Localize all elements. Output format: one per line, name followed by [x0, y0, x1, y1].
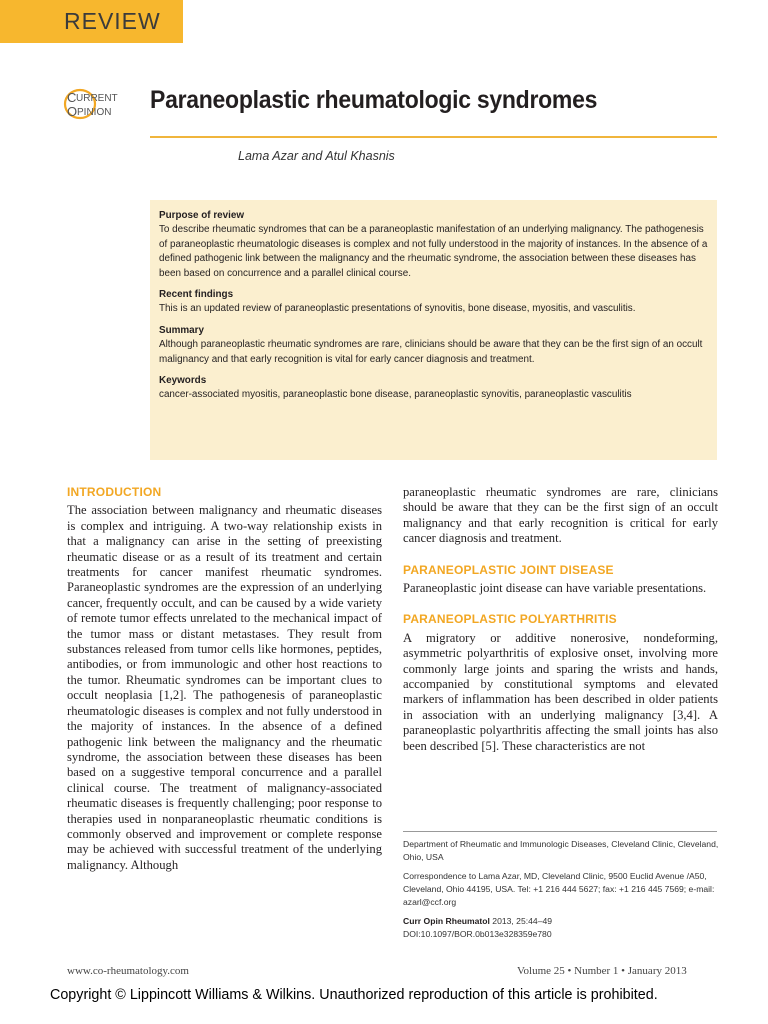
affiliation-department: Department of Rheumatic and Immunologic Diseases, Cleveland Clinic, Cleveland, Ohio, USA — [403, 839, 719, 862]
joint-disease-text: Paraneoplastic joint disease can have variable presentations. — [403, 581, 707, 596]
affiliation-divider — [403, 831, 717, 832]
purpose-text: To describe rheumatic syndromes that can be a paraneoplastic manifestation of an underlying malignancy. The pathogenesis of paraneoplastic rheumatologic diseases is complex and not fully understood in the majority of instances. In the absence of a defined pathogenic link between the malignancy and the rheumatic syndrome, the association between these diseases has been based on concurrence and a parallel clinical course. — [159, 224, 708, 279]
logo-initial-o: O — [67, 104, 78, 119]
affiliation-citation — [403, 915, 719, 928]
current-opinion-logo — [62, 87, 130, 121]
affiliation-doi: DOI:10.1097/BOR.0b013e328359e780 — [403, 929, 552, 939]
citation-details: 2013, 25:44–49 — [489, 916, 553, 926]
right-column — [403, 485, 718, 754]
abstract-purpose — [159, 209, 708, 281]
logo-initial-c: C — [67, 90, 77, 105]
article-title: Paraneoplastic rheumatologic syndromes — [150, 86, 598, 114]
journal-name: Curr Opin Rheumatol — [403, 916, 490, 926]
keywords-heading: Keywords — [159, 375, 207, 387]
introduction-heading: INTRODUCTION — [67, 485, 162, 499]
abstract-summary — [159, 324, 708, 367]
abstract-recent — [159, 288, 708, 317]
affiliation-correspondence: Correspondence to Lama Azar, MD, Cleveland Clinic, 9500 Euclid Avenue /A50, Cleveland, Ohio 44195, USA. Tel: +1 216 444 5627; fax: +1 216 445 7569; e-mail: azarl@ccf.org — [403, 871, 715, 907]
left-column — [67, 485, 382, 873]
affiliation-block — [403, 838, 719, 947]
title-divider — [150, 136, 717, 138]
summary-heading: Summary — [159, 324, 205, 336]
introduction-continued: paraneoplastic rheumatic syndromes are rare, clinicians should be aware that they can be the first sign of an occult malignancy and that early recognition is critical for early cancer diagnosis and treatment. — [403, 485, 718, 546]
polyarthritis-text: A migratory or additive nonerosive, nondeforming, asymmetric polyarthritis of explosive onset, involving more commonly large joints and sparing the wrists and hands, accompanied by constitutional symptoms and elevated markers of inflammation has been described in older patients in association with an underlying malignancy [3,4]. A paraneoplastic polyarthritis affecting the small joints has also been described [5]. These characteristics are not — [403, 630, 718, 753]
review-label: REVIEW — [64, 8, 161, 34]
purpose-heading: Purpose of review — [159, 210, 245, 221]
abstract-box — [150, 200, 717, 460]
copyright-notice: Copyright © Lippincott Williams & Wilkins. Unauthorized reproduction of this article is prohibited. — [50, 986, 658, 1003]
polyarthritis-heading: PARANEOPLASTIC POLYARTHRITIS — [403, 612, 617, 627]
review-tab — [0, 0, 183, 43]
recent-heading: Recent findings — [159, 289, 234, 301]
keywords-text: cancer-associated myositis, paraneoplastic bone disease, paraneoplastic synovitis, paraneoplastic vasculitis — [159, 389, 632, 401]
logo-line1: URRENT — [76, 93, 118, 104]
footer-url[interactable]: www.co-rheumatology.com — [67, 965, 189, 977]
summary-text: Although paraneoplastic rheumatic syndromes are rare, clinicians should be aware that they can be the first sign of an occult malignancy and that early recognition is vital for early cancer diagnosis and treatment. — [159, 339, 703, 365]
article-authors: Lama Azar and Atul Khasnis — [238, 149, 395, 163]
recent-text: This is an updated review of paraneoplastic presentations of synovitis, bone disease, myositis, and vasculitis. — [159, 303, 636, 315]
logo-line2: PINION — [77, 107, 112, 118]
abstract-keywords — [159, 374, 708, 403]
joint-disease-heading: PARANEOPLASTIC JOINT DISEASE — [403, 562, 614, 577]
introduction-text: The association between malignancy and rheumatic diseases is complex and intriguing. A two-way relationship exists in that a malignancy can arise in the setting of preexisting rheumatic disease or as a result of its treatment and certain treatments for cancer manifest rheumatic syndromes. Paraneoplastic syndromes are the expression of an underlying cancer, frequently occult, and can be caused by a wide variety of remote tumor effects unrelated to the mechanical impact of the tumor mass or distant metastases. They result from substances released from tumor cells like hormones, peptides, antibodies, or from immunologic and other host reactions to the tumor. Rheumatic syndromes can be important clues to occult neoplasia [1,2]. The pathogenesis of paraneoplastic rheumatologic diseases is complex and not fully understood in the majority of instances. In the absence of a defined pathogenic link between the malignancy and the rheumatic syndrome, the association between these diseases has been based on a suggestive temporal concurrence and a parallel clinical course. The treatment of malignancy-associated rheumatic diseases is frequently challenging; poor response to therapies used in nonparaneoplastic rheumatic conditions is commonly observed and improvement or complete response may be achieved with successful treatment of the underlying malignancy. Although — [67, 503, 382, 872]
footer-volume: Volume 25 • Number 1 • January 2013 — [517, 965, 687, 977]
